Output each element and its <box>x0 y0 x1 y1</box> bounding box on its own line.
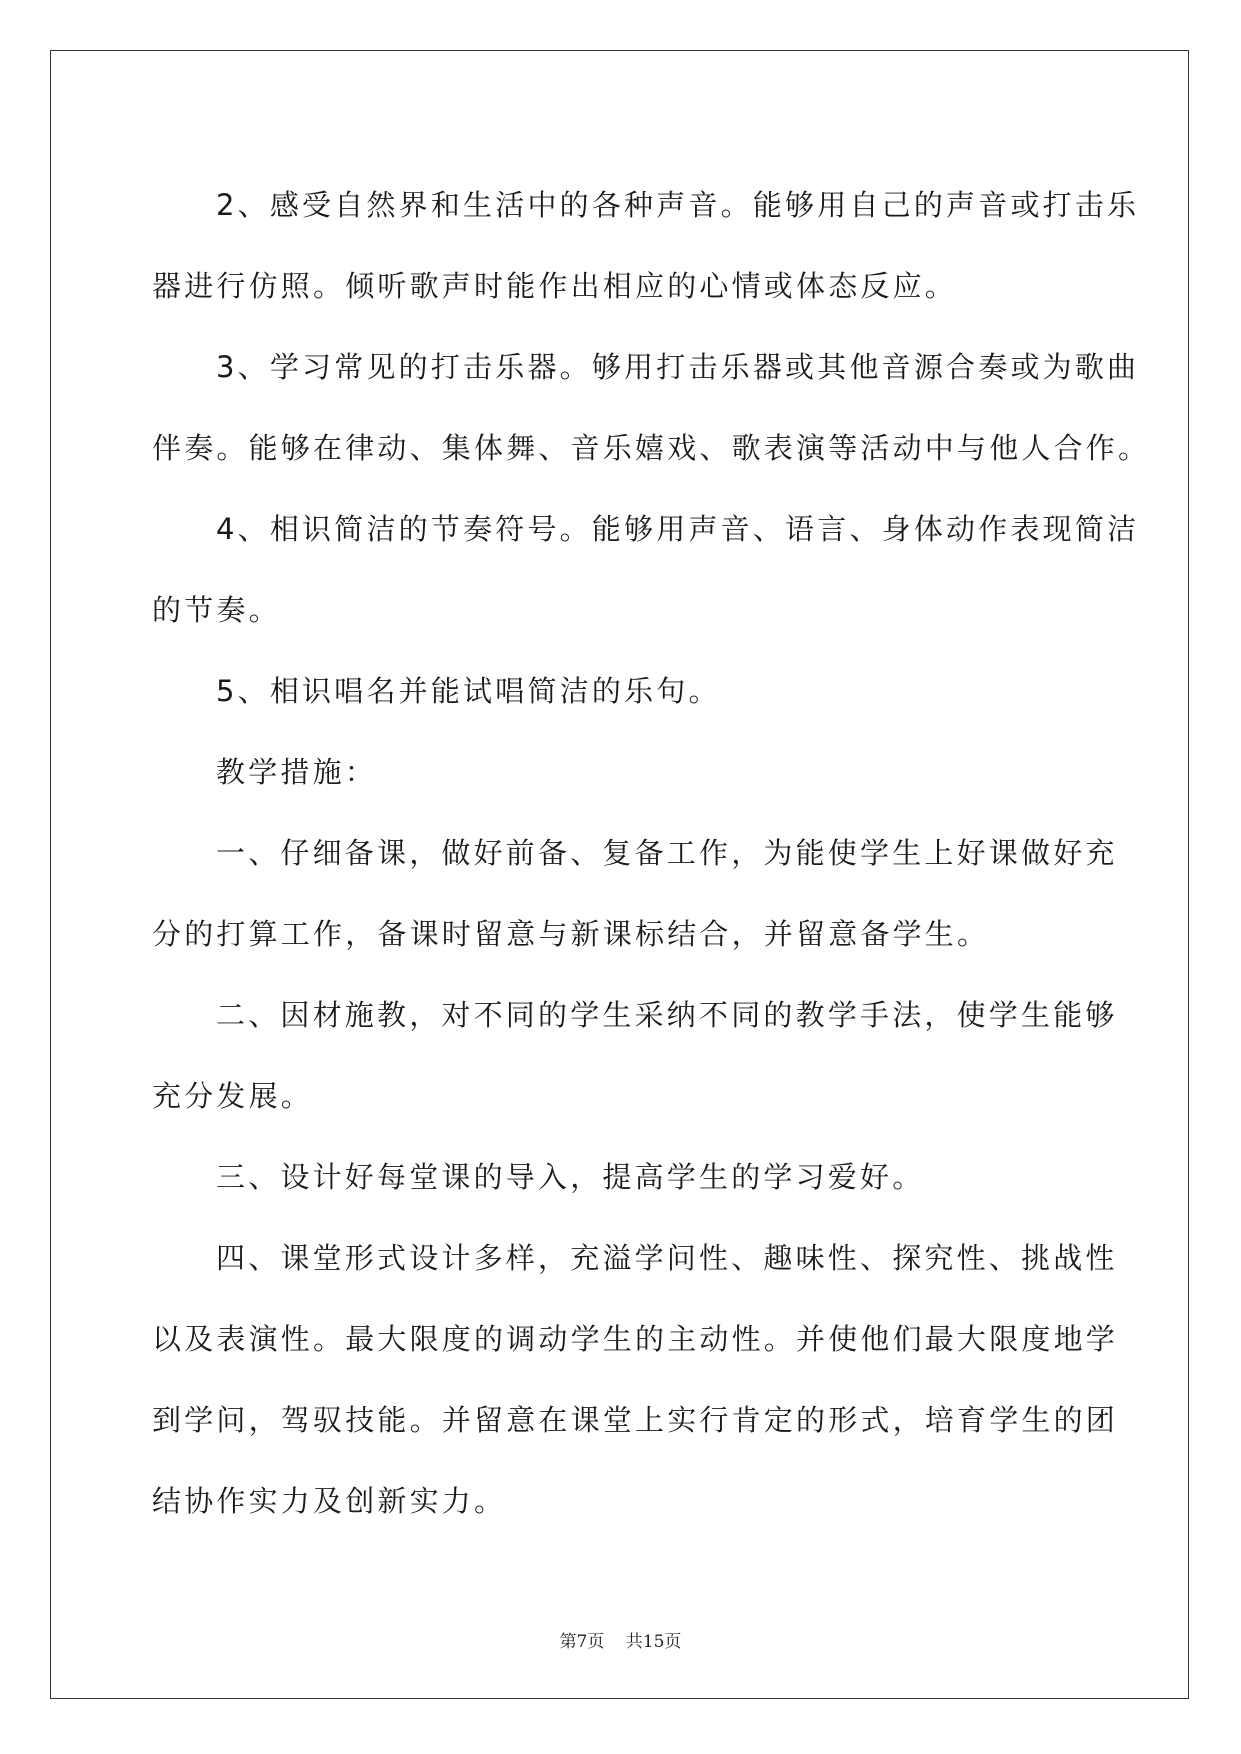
text-line: 结协作实力及创新实力。 <box>152 1484 507 1518</box>
text-line: 教学措施： <box>216 755 378 789</box>
section-heading-measures <box>152 732 1088 813</box>
paragraph-item-3 <box>152 327 1151 489</box>
text-line: 四、课堂形式设计多样，充溢学问性、趣味性、探究性、挑战性 <box>216 1241 1118 1275</box>
measure-item-2 <box>152 975 1118 1137</box>
page-total: 共15页 <box>625 1632 682 1652</box>
text-line: 三、设计好每堂课的导入，提高学生的学习爱好。 <box>216 1160 925 1194</box>
text-line: 的节奏。 <box>152 593 281 627</box>
measure-item-4 <box>152 1218 1119 1542</box>
text-line: 伴奏。能够在律动、集体舞、音乐嬉戏、歌表演等活动中与他人合作。 <box>152 431 1151 465</box>
text-line: 分的打算工作，备课时留意与新课标结合，并留意备学生。 <box>152 917 990 951</box>
text-line: 3、学习常见的打击乐器。够用打击乐器或其他音源合奏或为歌曲 <box>216 350 1140 384</box>
paragraph-item-4 <box>152 489 1140 651</box>
text-line: 充分发展。 <box>152 1079 314 1113</box>
paragraph-item-2 <box>152 165 1140 327</box>
text-line: 器进行仿照。倾听歌声时能作出相应的心情或体态反应。 <box>152 269 958 303</box>
text-line: 二、因材施教，对不同的学生采纳不同的教学手法，使学生能够 <box>216 998 1118 1032</box>
text-line: 2、感受自然界和生活中的各种声音。能够用自己的声音或打击乐 <box>216 188 1140 222</box>
document-body <box>152 165 1151 1542</box>
text-line: 4、相识简洁的节奏符号。能够用声音、语言、身体动作表现简洁 <box>216 512 1140 546</box>
text-line: 一、仔细备课，做好前备、复备工作，为能使学生上好课做好充 <box>216 836 1118 870</box>
measure-item-1 <box>152 813 1118 975</box>
text-line: 到学问，驾驭技能。并留意在课堂上实行肯定的形式，培育学生的团 <box>152 1403 1119 1437</box>
page-footer <box>0 1627 1241 1652</box>
paragraph-item-5 <box>152 651 1088 732</box>
measure-item-3 <box>152 1137 1088 1218</box>
page-number: 第7页 <box>559 1632 605 1652</box>
text-line: 5、相识唱名并能试唱简洁的乐句。 <box>216 674 721 708</box>
text-line: 以及表演性。最大限度的调动学生的主动性。并使他们最大限度地学 <box>152 1322 1119 1356</box>
